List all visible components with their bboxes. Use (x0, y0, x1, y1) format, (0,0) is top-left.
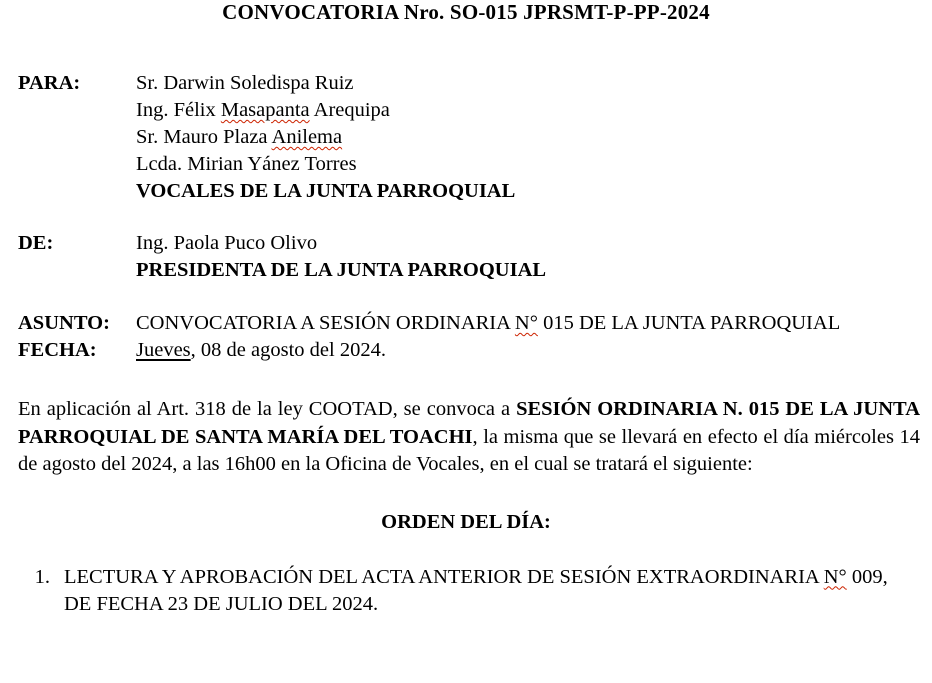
agenda-text-part2: 009, DE FECHA 23 DE JULIO DEL 2024. (64, 565, 888, 615)
fecha-label: FECHA: (18, 339, 97, 361)
sender-name: Ing. Paola Puco Olivo (136, 232, 318, 254)
para-label: PARA: (18, 72, 81, 94)
asunto-block (0, 310, 932, 337)
spellcheck-word: Anilema (271, 126, 343, 148)
agenda-text-part1: LECTURA Y APROBACIÓN DEL ACTA ANTERIOR DE SESIÓN EXTRAORDINARIA (64, 565, 824, 588)
list-item: Sr. Mauro Plaza Anilema (136, 126, 343, 148)
agenda-list (0, 564, 932, 619)
body-bold: SESIÓN ORDINARIA N. 015 DE LA JUNTA PARROQUIAL DE SANTA MARÍA DEL TOACHI (18, 398, 920, 448)
body-paragraph (0, 396, 932, 479)
spellcheck-word: Masapanta (220, 99, 310, 121)
fecha-value (136, 337, 932, 364)
list-item: Ing. Félix Masapanta Arequipa (136, 99, 390, 121)
spacer (0, 536, 932, 564)
list-item: Lcda. Mirian Yánez Torres (136, 153, 357, 175)
para-block (0, 70, 932, 205)
fecha-rest: , 08 de agosto del 2024. (190, 339, 386, 361)
asunto-value: CONVOCATORIA A SESIÓN ORDINARIA N° 015 DE LA JUNTA PARROQUIAL (136, 312, 841, 334)
de-label: DE: (18, 232, 54, 254)
spacer (0, 479, 932, 509)
fecha-link[interactable]: Jueves (136, 339, 191, 361)
page-title: CONVOCATORIA Nro. SO-015 JPRSMT-P-PP-2024 (222, 0, 710, 24)
sender-info (136, 230, 932, 284)
spacer (0, 205, 932, 230)
spacer (0, 284, 932, 310)
spellcheck-word: N° (823, 565, 847, 588)
agenda-title: ORDEN DEL DÍA: (381, 510, 551, 533)
list-item (0, 564, 932, 619)
recipients-list (136, 70, 932, 205)
spellcheck-word: N° (514, 312, 538, 334)
list-item-number: 1. (34, 565, 50, 588)
fecha-block (0, 337, 932, 364)
spacer (0, 24, 932, 70)
asunto-label: ASUNTO: (18, 312, 110, 334)
body-rest: , la misma que se llevará en efecto el día miércoles 14 de agosto del 2024, a las 16h00 en la Oficina de Vocales, en el cual se tratará el siguiente: (18, 425, 921, 475)
de-block (0, 230, 932, 284)
recipients-role: VOCALES DE LA JUNTA PARROQUIAL (136, 180, 516, 202)
list-item-text (64, 564, 920, 619)
list-item: Sr. Darwin Soledispa Ruiz (136, 72, 354, 94)
body-intro: En aplicación al Art. 318 de la ley COOTAD, se convoca a (18, 398, 517, 420)
sender-role: PRESIDENTA DE LA JUNTA PARROQUIAL (136, 259, 547, 281)
spacer (0, 364, 932, 396)
